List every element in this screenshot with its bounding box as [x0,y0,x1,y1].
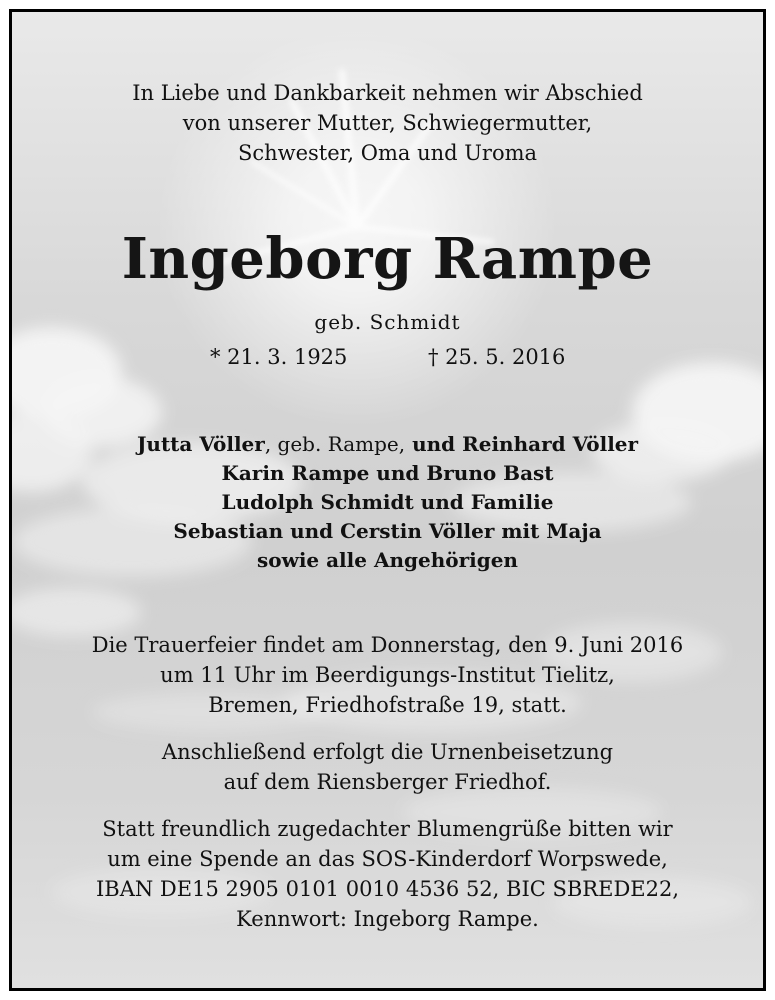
family-line: Ludolph Schmidt und Familie [221,490,554,514]
family-line: Sebastian und Cerstin Völler mit Maja [173,519,602,543]
ceremony-info [12,630,763,720]
intro-line: Schwester, Oma und Uroma [237,141,538,165]
obituary-notice [9,9,766,991]
family-note: , geb. Rampe, [264,432,406,456]
notice-text [12,12,763,988]
maiden-name: geb. Schmidt [314,310,461,334]
burial-line: auf dem Riensberger Friedhof. [223,770,552,794]
family-line [12,430,763,459]
family-name: Jutta Völler [136,432,265,456]
ceremony-line: um 11 Uhr im Beerdigungs-Institut Tielitz, [160,663,615,687]
donation-line: IBAN DE15 2905 0101 0010 4536 52, BIC SBREDE22, [95,877,680,901]
death-date: † 25. 5. 2016 [428,345,566,369]
family-line: sowie alle Angehörigen [257,548,518,572]
family-line: Karin Rampe und Bruno Bast [221,461,554,485]
intro-line: von unserer Mutter, Schwiegermutter, [182,111,593,135]
birth-date: * 21. 3. 1925 [210,345,348,369]
donation-line: Statt freundlich zugedachter Blumengrüße bitten wir [102,817,673,841]
deceased-name: Ingeborg Rampe [121,226,654,292]
life-dates [12,342,763,372]
donation-line: um eine Spende an das SOS-Kinderdorf Worpswede, [107,847,668,871]
burial-info [12,737,763,797]
family-list [12,430,763,575]
ceremony-line: Die Trauerfeier findet am Donnerstag, den 9. Juni 2016 [91,633,684,657]
donation-info [12,814,763,934]
donation-line: Kennwort: Ingeborg Rampe. [236,907,539,931]
ceremony-line: Bremen, Friedhofstraße 19, statt. [208,693,567,717]
intro-line: In Liebe und Dankbarkeit nehmen wir Abschied [132,81,643,105]
intro-text [12,78,763,168]
burial-line: Anschließend erfolgt die Urnenbeisetzung [161,740,614,764]
family-name: und Reinhard Völler [405,432,639,456]
